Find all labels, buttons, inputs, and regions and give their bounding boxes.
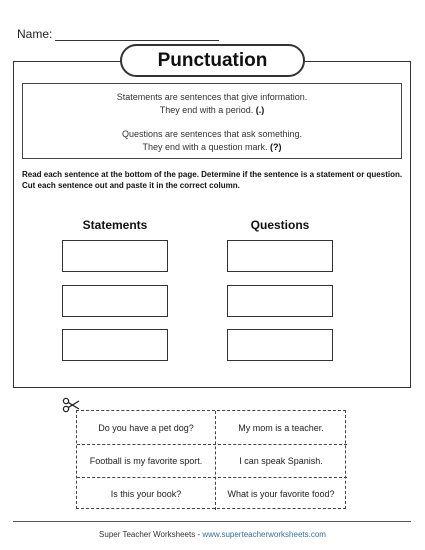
definition-box — [22, 83, 402, 159]
statement-answer-box[interactable] — [62, 285, 168, 317]
question-answer-box[interactable] — [227, 240, 333, 272]
question-mark: (?) — [270, 142, 282, 152]
footer-divider — [13, 521, 411, 522]
footer-brand: Super Teacher Worksheets — [99, 530, 196, 539]
statement-definition: Statements are sentences that give information. — [116, 92, 308, 102]
instructions-text: Read each sentence at the bottom of the page. Determine if the sentence is a statement or question. Cut each sentence out and paste it in the correct column. — [22, 170, 403, 190]
name-field-row — [17, 27, 219, 41]
question-answer-box[interactable] — [227, 329, 333, 361]
questions-column-title: Questions — [250, 218, 310, 232]
question-rule: They end with a question mark. (?) — [142, 142, 282, 152]
name-blank-line[interactable] — [55, 29, 219, 41]
cutout-sentence[interactable]: Do you have a pet dog? — [98, 422, 194, 433]
cutout-sentence[interactable]: I can speak Spanish. — [239, 455, 323, 466]
period-mark: (.) — [255, 105, 265, 115]
question-definition: Questions are sentences that ask something. — [121, 129, 303, 139]
name-label: Name: — [17, 27, 53, 41]
cutout-grid — [76, 410, 346, 509]
question-answer-box[interactable] — [227, 285, 333, 317]
statement-rule: They end with a period. (.) — [159, 105, 265, 115]
cutout-sentence[interactable]: What is your favorite food? — [227, 488, 335, 499]
footer: Super Teacher Worksheets - www.superteacherworksheets.com — [99, 530, 326, 539]
cutout-sentence[interactable]: Football is my favorite sport. — [89, 455, 203, 466]
cutout-sentence[interactable]: My mom is a teacher. — [238, 422, 324, 433]
footer-link[interactable]: www.superteacherworksheets.com — [202, 530, 326, 539]
cutout-sentence[interactable]: Is this your book? — [110, 488, 182, 499]
statements-column-title: Statements — [82, 218, 148, 232]
statement-answer-box[interactable] — [62, 240, 168, 272]
page-title: Punctuation — [157, 49, 268, 71]
title-banner — [120, 44, 305, 77]
statement-answer-box[interactable] — [62, 329, 168, 361]
